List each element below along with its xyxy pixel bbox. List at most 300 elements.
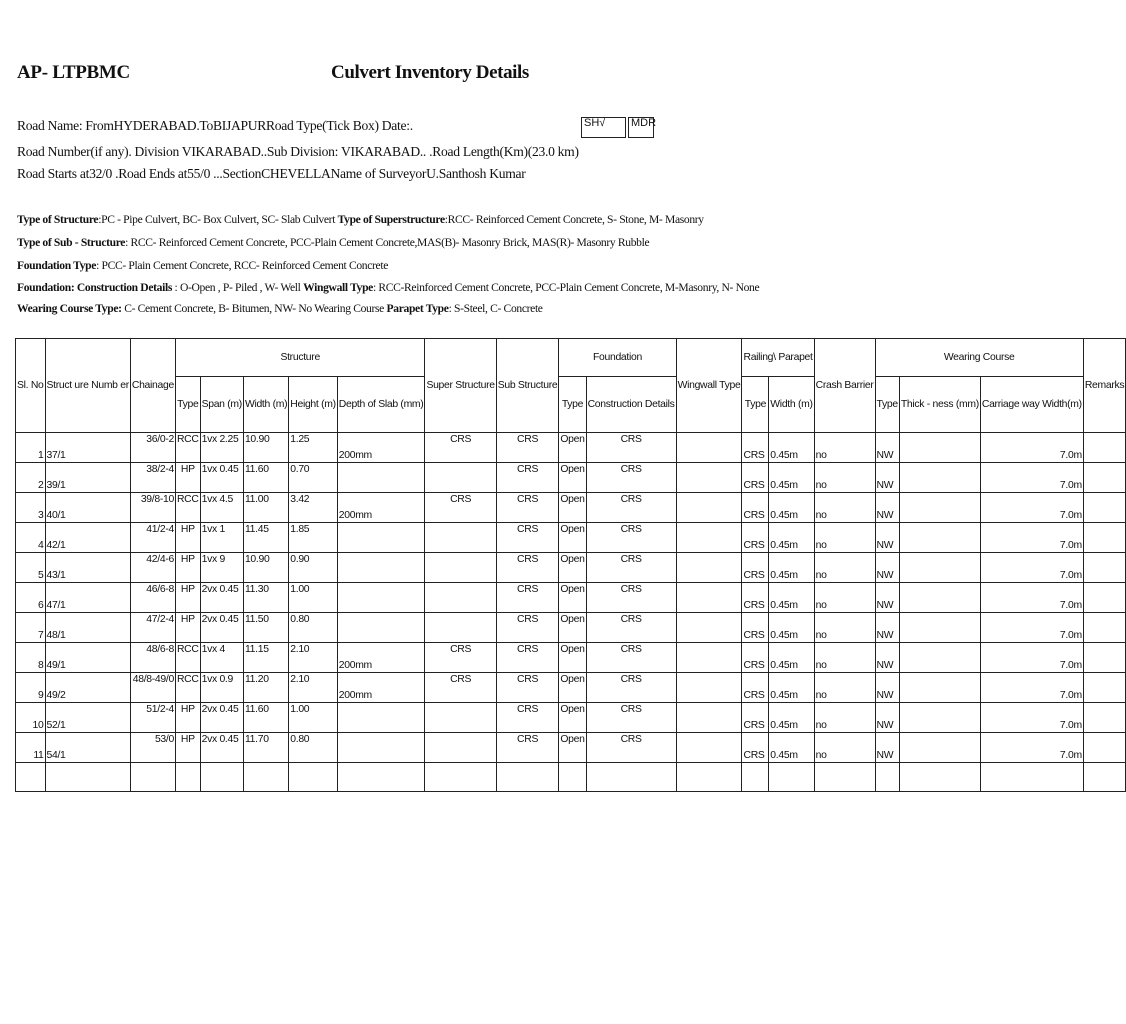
cell-empty [130,763,175,792]
cell-structure-number: 54/1 [45,733,130,763]
cell-construction-details: CRS [586,463,676,493]
cell-width: 11.45 [243,523,288,553]
legend-construction-details [17,281,759,294]
cell-structure-number: 49/1 [45,643,130,673]
cell-width: 11.15 [243,643,288,673]
table-row [16,433,1126,463]
cell-railing-type: CRS [742,553,769,583]
legend-text: : RCC- Reinforced Cement Concrete, PCC-Plain Cement Concrete,MAS(B)- Masonry Brick, MAS(R)- Masonry Rubble [125,236,650,249]
cell-height: 0.80 [289,733,338,763]
header-crash-barrier: Crash Barrier [814,339,875,433]
cell-empty [586,763,676,792]
header-foundation: Foundation [559,339,676,377]
cell-foundation-type: Open [559,493,586,523]
cell-chainage: 41/2-4 [130,523,175,553]
cell-wearing-type: NW [875,493,899,523]
cell-empty [200,763,243,792]
cell-railing-width: 0.45m [769,463,814,493]
cell-railing-width: 0.45m [769,583,814,613]
cell-thickness [899,673,980,703]
header-wingwall-type: Wingwall Type [676,339,742,433]
cell-foundation-type: Open [559,733,586,763]
legend-label: Type of Sub - Structure [17,236,126,249]
cell-remarks [1083,523,1125,553]
cell-railing-type: CRS [742,673,769,703]
cell-construction-details: CRS [586,433,676,463]
cell-sl-no: 7 [16,613,46,643]
cell-empty [676,763,742,792]
cell-sub-structure: CRS [496,583,559,613]
cell-super-structure: CRS [425,493,496,523]
cell-railing-type: CRS [742,463,769,493]
cell-crash-barrier: no [814,643,875,673]
legend-text: : PCC- Plain Cement Concrete, RCC- Reinforced Cement Concrete [96,259,389,272]
cell-railing-width: 0.45m [769,733,814,763]
cell-carriageway-width: 7.0m [980,613,1083,643]
cell-height: 1.25 [289,433,338,463]
cell-sub-structure: CRS [496,673,559,703]
cell-structure-number: 52/1 [45,703,130,733]
cell-height: 1.85 [289,523,338,553]
legend-label: Foundation Type [17,259,97,272]
cell-width: 11.70 [243,733,288,763]
legend-text: :PC - Pipe Culvert, BC- Box Culvert, SC- Slab Culvert [98,213,338,226]
cell-depth-of-slab: 200mm [337,643,425,673]
cell-remarks [1083,433,1125,463]
cell-foundation-type: Open [559,703,586,733]
legend-label: Type of Superstructure [337,213,445,226]
legend-text: :RCC- Reinforced Cement Concrete, S- Stone, M- Masonry [444,213,704,226]
table-row [16,673,1126,703]
cell-carriageway-width: 7.0m [980,583,1083,613]
cell-wearing-type: NW [875,613,899,643]
cell-crash-barrier: no [814,493,875,523]
cell-height: 2.10 [289,673,338,703]
cell-structure-type: HP [175,523,200,553]
table-row [16,613,1126,643]
legend-label: Wingwall Type [303,281,373,294]
cell-construction-details: CRS [586,733,676,763]
cell-structure-number: 48/1 [45,613,130,643]
cell-structure-type: RCC [175,643,200,673]
cell-carriageway-width: 7.0m [980,433,1083,463]
cell-foundation-type: Open [559,523,586,553]
cell-width: 11.50 [243,613,288,643]
cell-remarks [1083,583,1125,613]
cell-railing-type: CRS [742,613,769,643]
cell-carriageway-width: 7.0m [980,463,1083,493]
cell-span: 2vx 0.45 [200,733,243,763]
road-starts-line: Road Starts at32/0 .Road Ends at55/0 ...SectionCHEVELLAName of SurveyorU.Santhosh Kumar [17,166,526,181]
cell-thickness [899,523,980,553]
cell-chainage: 42/4-6 [130,553,175,583]
cell-structure-type: HP [175,463,200,493]
legend-text: : S-Steel, C- Concrete [448,302,543,315]
cell-chainage: 48/8-49/0 [130,673,175,703]
cell-height: 0.90 [289,553,338,583]
table-row [16,553,1126,583]
cell-railing-type: CRS [742,583,769,613]
cell-foundation-type: Open [559,673,586,703]
cell-sl-no: 4 [16,523,46,553]
cell-span: 1vx 1 [200,523,243,553]
cell-thickness [899,643,980,673]
cell-height: 1.00 [289,583,338,613]
cell-wearing-type: NW [875,703,899,733]
cell-carriageway-width: 7.0m [980,673,1083,703]
header-remarks: Remarks [1083,339,1125,433]
cell-super-structure [425,613,496,643]
cell-chainage: 48/6-8 [130,643,175,673]
table-row [16,643,1126,673]
cell-height: 0.80 [289,613,338,643]
cell-chainage: 38/2-4 [130,463,175,493]
legend-label: Type of Structure [17,213,99,226]
cell-railing-type: CRS [742,733,769,763]
cell-empty [742,763,769,792]
cell-thickness [899,583,980,613]
cell-railing-width: 0.45m [769,523,814,553]
cell-depth-of-slab [337,523,425,553]
cell-sub-structure: CRS [496,493,559,523]
cell-crash-barrier: no [814,733,875,763]
cell-thickness [899,493,980,523]
cell-sl-no: 10 [16,703,46,733]
cell-super-structure: CRS [425,433,496,463]
cell-depth-of-slab: 200mm [337,493,425,523]
cell-sl-no: 6 [16,583,46,613]
road-number-line: Road Number(if any). Division VIKARABAD..Sub Division: VIKARABAD.. .Road Length(Km)(23.0 km) [17,144,579,159]
cell-foundation-type: Open [559,463,586,493]
header-structure: Structure [175,339,424,377]
cell-sub-structure: CRS [496,523,559,553]
cell-wearing-type: NW [875,733,899,763]
cell-construction-details: CRS [586,553,676,583]
header-structure-number: Struct ure Numb er [45,339,130,433]
cell-construction-details: CRS [586,583,676,613]
cell-thickness [899,733,980,763]
cell-wingwall-type [676,433,742,463]
cell-sl-no: 1 [16,433,46,463]
table-row [16,703,1126,733]
tick-box-sh[interactable]: SH√ [581,117,626,138]
cell-height: 0.70 [289,463,338,493]
cell-crash-barrier: no [814,703,875,733]
cell-span: 1vx 4 [200,643,243,673]
cell-sl-no: 11 [16,733,46,763]
cell-wingwall-type [676,703,742,733]
table-row [16,463,1126,493]
cell-remarks [1083,553,1125,583]
cell-super-structure: CRS [425,673,496,703]
cell-carriageway-width: 7.0m [980,553,1083,583]
cell-super-structure [425,553,496,583]
cell-structure-type: HP [175,583,200,613]
cell-empty [875,763,899,792]
cell-railing-width: 0.45m [769,673,814,703]
cell-depth-of-slab [337,553,425,583]
header-span: Span (m) [200,377,243,433]
cell-structure-type: RCC [175,493,200,523]
cell-empty [980,763,1083,792]
cell-structure-number: 40/1 [45,493,130,523]
cell-depth-of-slab [337,733,425,763]
cell-super-structure [425,523,496,553]
cell-railing-width: 0.45m [769,703,814,733]
cell-empty [496,763,559,792]
cell-wearing-type: NW [875,673,899,703]
cell-railing-type: CRS [742,493,769,523]
cell-sub-structure: CRS [496,433,559,463]
cell-chainage: 51/2-4 [130,703,175,733]
cell-sl-no: 5 [16,553,46,583]
cell-sl-no: 3 [16,493,46,523]
cell-sub-structure: CRS [496,553,559,583]
cell-chainage: 39/8-10 [130,493,175,523]
cell-empty [45,763,130,792]
cell-empty [1083,763,1125,792]
cell-crash-barrier: no [814,673,875,703]
cell-width: 10.90 [243,553,288,583]
cell-remarks [1083,703,1125,733]
cell-wingwall-type [676,493,742,523]
cell-super-structure [425,733,496,763]
cell-thickness [899,553,980,583]
cell-crash-barrier: no [814,433,875,463]
cell-span: 2vx 0.45 [200,613,243,643]
cell-sl-no: 2 [16,463,46,493]
cell-chainage: 36/0-2 [130,433,175,463]
cell-wingwall-type [676,553,742,583]
legend-label: Parapet Type [386,302,449,315]
cell-super-structure [425,583,496,613]
cell-super-structure [425,703,496,733]
cell-railing-type: CRS [742,523,769,553]
cell-railing-type: CRS [742,433,769,463]
cell-remarks [1083,673,1125,703]
cell-construction-details: CRS [586,703,676,733]
cell-structure-type: HP [175,733,200,763]
cell-span: 2vx 0.45 [200,583,243,613]
header-structure-type: Type [175,377,200,433]
cell-remarks [1083,463,1125,493]
road-name-line: Road Name: FromHYDERABAD.ToBIJAPURRoad Type(Tick Box) Date:. [17,118,413,133]
cell-structure-type: HP [175,703,200,733]
cell-width: 11.00 [243,493,288,523]
cell-remarks [1083,493,1125,523]
cell-width: 11.60 [243,463,288,493]
header-width: Width (m) [243,377,288,433]
cell-construction-details: CRS [586,643,676,673]
cell-construction-details: CRS [586,613,676,643]
cell-empty [289,763,338,792]
cell-railing-type: CRS [742,643,769,673]
header-depth-of-slab: Depth of Slab (mm) [337,377,425,433]
cell-span: 1vx 0.9 [200,673,243,703]
header-carriageway-width: Carriage way Width(m) [980,377,1083,433]
header-thickness: Thick - ness (mm) [899,377,980,433]
org-title: AP- LTPBMC [17,62,130,83]
header-construction-details: Construction Details [586,377,676,433]
cell-railing-width: 0.45m [769,433,814,463]
header-railing-parapet: Railing\ Parapet [742,339,814,377]
cell-wingwall-type [676,613,742,643]
cell-span: 1vx 4.5 [200,493,243,523]
legend-label: Wearing Course Type: [17,302,122,315]
header-height: Height (m) [289,377,338,433]
cell-thickness [899,433,980,463]
culvert-inventory-table [15,338,1126,792]
table-row [16,583,1126,613]
cell-carriageway-width: 7.0m [980,733,1083,763]
cell-span: 1vx 0.45 [200,463,243,493]
cell-wingwall-type [676,733,742,763]
cell-carriageway-width: 7.0m [980,523,1083,553]
legend-text: C- Cement Concrete, B- Bitumen, NW- No Wearing Course [121,302,387,315]
cell-structure-number: 43/1 [45,553,130,583]
cell-depth-of-slab: 200mm [337,673,425,703]
cell-thickness [899,703,980,733]
cell-wearing-type: NW [875,433,899,463]
cell-railing-width: 0.45m [769,643,814,673]
header-wearing-course: Wearing Course [875,339,1083,377]
cell-crash-barrier: no [814,523,875,553]
table-row [16,733,1126,763]
cell-height: 1.00 [289,703,338,733]
cell-foundation-type: Open [559,613,586,643]
cell-super-structure: CRS [425,643,496,673]
cell-wingwall-type [676,523,742,553]
cell-wingwall-type [676,463,742,493]
cell-wearing-type: NW [875,643,899,673]
header-railing-width: Width (m) [769,377,814,433]
header-sl-no: Sl. No [16,339,46,433]
cell-carriageway-width: 7.0m [980,703,1083,733]
table-row [16,523,1126,553]
cell-structure-number: 37/1 [45,433,130,463]
header-wearing-type: Type [875,377,899,433]
cell-empty [559,763,586,792]
legend-foundation-type [17,259,388,272]
cell-span: 2vx 0.45 [200,703,243,733]
page-title: Culvert Inventory Details [331,62,529,83]
cell-sub-structure: CRS [496,643,559,673]
cell-wingwall-type [676,583,742,613]
cell-depth-of-slab [337,613,425,643]
cell-sl-no: 8 [16,643,46,673]
cell-empty [425,763,496,792]
cell-structure-number: 49/2 [45,673,130,703]
legend-text: : RCC-Reinforced Cement Concrete, PCC-Plain Cement Concrete, M-Masonry, N- None [372,281,760,294]
cell-structure-number: 47/1 [45,583,130,613]
cell-structure-type: HP [175,613,200,643]
cell-construction-details: CRS [586,493,676,523]
cell-remarks [1083,733,1125,763]
cell-empty [16,763,46,792]
cell-empty [899,763,980,792]
cell-super-structure [425,463,496,493]
cell-empty [769,763,814,792]
cell-railing-width: 0.45m [769,553,814,583]
cell-crash-barrier: no [814,613,875,643]
cell-carriageway-width: 7.0m [980,493,1083,523]
cell-structure-number: 39/1 [45,463,130,493]
cell-span: 1vx 2.25 [200,433,243,463]
legend-label: Foundation: Construction Details [17,281,172,294]
header-super-structure: Super Structure [425,339,496,433]
cell-chainage: 47/2-4 [130,613,175,643]
cell-sub-structure: CRS [496,463,559,493]
cell-empty [243,763,288,792]
header-chainage: Chainage [130,339,175,433]
cell-crash-barrier: no [814,583,875,613]
cell-chainage: 46/6-8 [130,583,175,613]
cell-sl-no: 9 [16,673,46,703]
cell-wearing-type: NW [875,463,899,493]
cell-span: 1vx 9 [200,553,243,583]
cell-structure-type: RCC [175,433,200,463]
cell-construction-details: CRS [586,673,676,703]
cell-depth-of-slab [337,583,425,613]
cell-width: 11.30 [243,583,288,613]
cell-foundation-type: Open [559,643,586,673]
table-row-empty [16,763,1126,792]
cell-empty [175,763,200,792]
cell-railing-type: CRS [742,703,769,733]
cell-width: 11.20 [243,673,288,703]
header-sub-structure: Sub Structure [496,339,559,433]
cell-crash-barrier: no [814,463,875,493]
cell-foundation-type: Open [559,583,586,613]
cell-railing-width: 0.45m [769,613,814,643]
legend-structure-type [17,213,704,226]
cell-chainage: 53/0 [130,733,175,763]
cell-thickness [899,463,980,493]
cell-depth-of-slab: 200mm [337,433,425,463]
cell-foundation-type: Open [559,433,586,463]
legend-substructure-type [17,236,649,249]
cell-railing-width: 0.45m [769,493,814,523]
cell-wearing-type: NW [875,553,899,583]
cell-width: 11.60 [243,703,288,733]
cell-structure-type: HP [175,553,200,583]
cell-structure-number: 42/1 [45,523,130,553]
cell-structure-type: RCC [175,673,200,703]
tick-box-mdr[interactable]: MDR [628,117,654,138]
cell-empty [337,763,425,792]
cell-wingwall-type [676,643,742,673]
cell-width: 10.90 [243,433,288,463]
cell-depth-of-slab [337,703,425,733]
cell-wearing-type: NW [875,523,899,553]
cell-thickness [899,613,980,643]
cell-height: 2.10 [289,643,338,673]
legend-text: : O-Open , P- Piled , W- Well [172,281,304,294]
cell-sub-structure: CRS [496,613,559,643]
cell-construction-details: CRS [586,523,676,553]
cell-remarks [1083,613,1125,643]
cell-carriageway-width: 7.0m [980,643,1083,673]
table-row [16,493,1126,523]
cell-wingwall-type [676,673,742,703]
cell-remarks [1083,643,1125,673]
cell-foundation-type: Open [559,553,586,583]
cell-empty [814,763,875,792]
cell-height: 3.42 [289,493,338,523]
header-foundation-type: Type [559,377,586,433]
cell-wearing-type: NW [875,583,899,613]
cell-sub-structure: CRS [496,703,559,733]
